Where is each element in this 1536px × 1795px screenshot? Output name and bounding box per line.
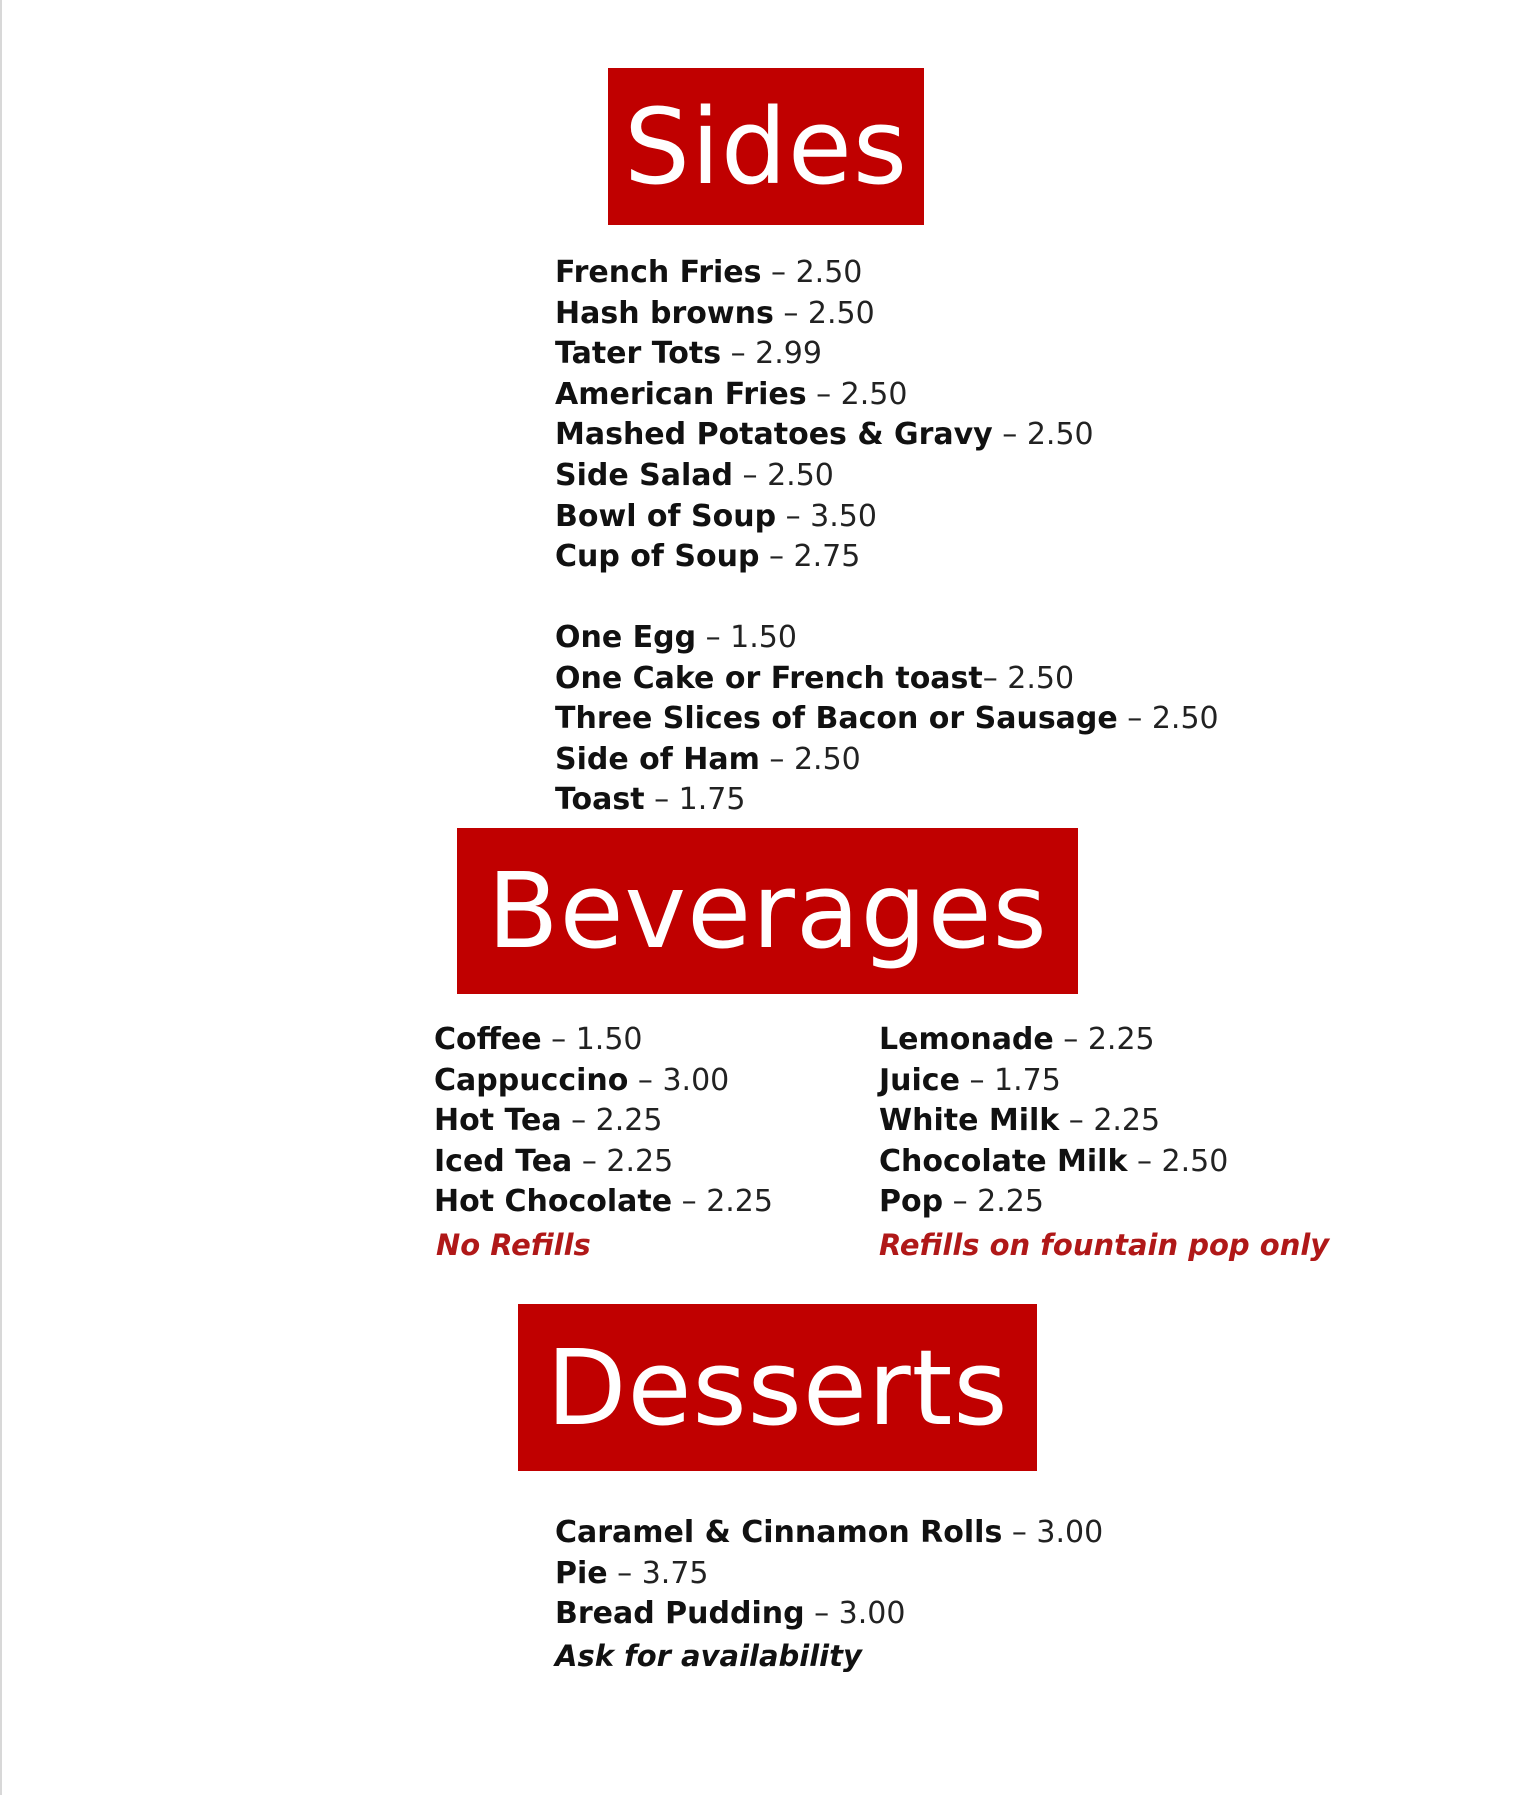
menu-item-price: 2.50 bbox=[1151, 701, 1219, 737]
menu-item-separator: – bbox=[982, 660, 1008, 696]
menu-item-name: Iced Tea bbox=[434, 1143, 573, 1179]
menu-item bbox=[879, 1020, 1228, 1061]
menu-item-name: Pie bbox=[555, 1555, 608, 1591]
menu-item bbox=[555, 497, 1094, 538]
menu-item-price: 3.00 bbox=[1036, 1515, 1104, 1550]
menu-item bbox=[555, 415, 1094, 456]
beverages-list-left bbox=[434, 1020, 773, 1223]
menu-item bbox=[555, 375, 1094, 416]
menu-item-separator: – bbox=[943, 1184, 978, 1220]
menu-item-separator: – bbox=[628, 1062, 663, 1098]
menu-item bbox=[555, 253, 1094, 294]
menu-item-separator: – bbox=[1053, 1022, 1088, 1057]
menu-item bbox=[555, 456, 1094, 497]
menu-item-price: 2.50 bbox=[1026, 417, 1094, 453]
sides-title: Sides bbox=[623, 85, 909, 208]
menu-item-name: One Egg bbox=[555, 620, 697, 655]
menu-item bbox=[555, 699, 1219, 740]
menu-item-price: 2.25 bbox=[706, 1184, 773, 1220]
menu-item-price: 2.25 bbox=[1093, 1103, 1161, 1139]
menu-item-price: 3.00 bbox=[838, 1596, 906, 1632]
menu-item-price: 1.50 bbox=[575, 1022, 643, 1057]
menu-item-separator: – bbox=[992, 417, 1027, 453]
menu-item-name: Caramel & Cinnamon Rolls bbox=[555, 1515, 1003, 1550]
menu-item bbox=[434, 1182, 773, 1223]
menu-item-separator: – bbox=[607, 1555, 642, 1591]
menu-item bbox=[434, 1020, 773, 1061]
menu-item-price: 1.75 bbox=[994, 1062, 1061, 1098]
menu-item-price: 2.50 bbox=[807, 295, 875, 331]
menu-item-name: Three Slices of Bacon or Sausage bbox=[555, 701, 1118, 737]
menu-item-price: 2.99 bbox=[755, 336, 822, 372]
menu-item-separator: – bbox=[959, 1062, 995, 1098]
menu-item-separator: – bbox=[541, 1022, 576, 1057]
menu-item-separator: – bbox=[696, 620, 731, 655]
beverages-title: Beverages bbox=[487, 850, 1048, 972]
sides-list-potatoes bbox=[555, 253, 1094, 578]
menu-item-separator: – bbox=[561, 1103, 596, 1139]
menu-item bbox=[555, 294, 1094, 335]
menu-item-separator: – bbox=[1002, 1515, 1037, 1550]
menu-item-name: American Fries bbox=[555, 376, 807, 412]
refills-fountain-pop-note: Refills on fountain pop only bbox=[879, 1228, 1330, 1262]
menu-item-name: Hash browns bbox=[555, 295, 774, 331]
menu-item-price: 2.25 bbox=[977, 1184, 1044, 1220]
menu-item bbox=[555, 1554, 1103, 1595]
menu-item bbox=[879, 1101, 1228, 1142]
menu-item bbox=[434, 1061, 773, 1102]
menu-item-price: 2.75 bbox=[793, 539, 861, 575]
menu-item-price: 2.25 bbox=[606, 1143, 674, 1179]
menu-item-name: Cup of Soup bbox=[555, 539, 760, 575]
menu-item-separator: – bbox=[572, 1143, 607, 1179]
menu-item-price: 2.50 bbox=[1007, 660, 1075, 696]
beverages-list-right bbox=[879, 1020, 1228, 1223]
menu-item-price: 2.25 bbox=[595, 1103, 663, 1139]
menu-item-separator: – bbox=[1127, 1143, 1162, 1179]
menu-item-name: Hot Chocolate bbox=[434, 1184, 673, 1220]
menu-item bbox=[555, 780, 1219, 821]
beverages-banner bbox=[457, 828, 1078, 994]
menu-item-price: 2.50 bbox=[840, 376, 908, 412]
menu-item bbox=[555, 1594, 1103, 1635]
menu-item-separator: – bbox=[1059, 1103, 1094, 1139]
menu-item-separator: – bbox=[1117, 701, 1152, 737]
menu-item bbox=[555, 740, 1219, 781]
menu-item-separator: – bbox=[721, 336, 756, 372]
menu-item-name: Tater Tots bbox=[555, 336, 722, 372]
menu-item-name: Bread Pudding bbox=[555, 1596, 805, 1632]
menu-item-separator: – bbox=[761, 255, 796, 290]
menu-item-name: Juice bbox=[879, 1062, 960, 1098]
sides-banner bbox=[608, 68, 924, 225]
menu-item-price: 1.75 bbox=[678, 782, 746, 818]
menu-item-price: 2.25 bbox=[1087, 1022, 1155, 1057]
menu-item bbox=[555, 537, 1094, 578]
menu-item-separator: – bbox=[733, 457, 768, 493]
menu-item bbox=[555, 618, 1219, 659]
menu-item-price: 3.50 bbox=[810, 498, 877, 534]
menu-item-name: Cappuccino bbox=[434, 1062, 629, 1098]
menu-item-name: One Cake or French toast bbox=[555, 660, 983, 696]
menu-item-name: Hot Tea bbox=[434, 1103, 562, 1139]
desserts-list bbox=[555, 1513, 1103, 1635]
menu-item bbox=[555, 659, 1219, 700]
availability-note: Ask for availability bbox=[555, 1639, 862, 1673]
menu-item bbox=[879, 1142, 1228, 1183]
menu-item-name: French Fries bbox=[555, 255, 762, 290]
desserts-title: Desserts bbox=[546, 1326, 1009, 1449]
sides-list-breakfast bbox=[555, 618, 1219, 821]
menu-item-name: Mashed Potatoes & Gravy bbox=[555, 417, 993, 453]
menu-item-name: Side of Ham bbox=[555, 741, 760, 777]
menu-item-separator: – bbox=[672, 1184, 707, 1220]
menu-item-separator: – bbox=[776, 498, 811, 534]
menu-item-name: Pop bbox=[879, 1184, 944, 1220]
page-left-border bbox=[0, 0, 2, 1795]
menu-item-price: 1.50 bbox=[730, 620, 797, 655]
menu-item-separator: – bbox=[804, 1596, 839, 1632]
menu-item bbox=[555, 334, 1094, 375]
menu-item-separator: – bbox=[759, 539, 794, 575]
menu-item bbox=[879, 1182, 1228, 1223]
menu-item bbox=[434, 1142, 773, 1183]
menu-item-name: Toast bbox=[555, 782, 645, 818]
menu-item bbox=[879, 1061, 1228, 1102]
menu-item-name: Side Salad bbox=[555, 457, 734, 493]
menu-item-name: Bowl of Soup bbox=[555, 498, 777, 534]
menu-item-separator: – bbox=[759, 741, 794, 777]
menu-item-price: 2.50 bbox=[793, 741, 861, 777]
menu-item-separator: – bbox=[806, 376, 841, 412]
menu-item-name: Coffee bbox=[434, 1022, 542, 1057]
menu-item-separator: – bbox=[773, 295, 808, 331]
menu-item-price: 2.50 bbox=[767, 457, 834, 493]
menu-item-name: White Milk bbox=[879, 1103, 1060, 1139]
menu-item-name: Lemonade bbox=[879, 1022, 1054, 1057]
menu-item-price: 3.75 bbox=[641, 1555, 709, 1591]
menu-item-price: 3.00 bbox=[662, 1062, 730, 1098]
menu-item-price: 2.50 bbox=[1161, 1143, 1229, 1179]
menu-item bbox=[434, 1101, 773, 1142]
menu-item bbox=[555, 1513, 1103, 1554]
menu-item-price: 2.50 bbox=[795, 255, 863, 290]
menu-item-name: Chocolate Milk bbox=[879, 1143, 1128, 1179]
no-refills-note: No Refills bbox=[436, 1228, 591, 1262]
menu-item-separator: – bbox=[644, 782, 679, 818]
desserts-banner bbox=[518, 1304, 1037, 1471]
